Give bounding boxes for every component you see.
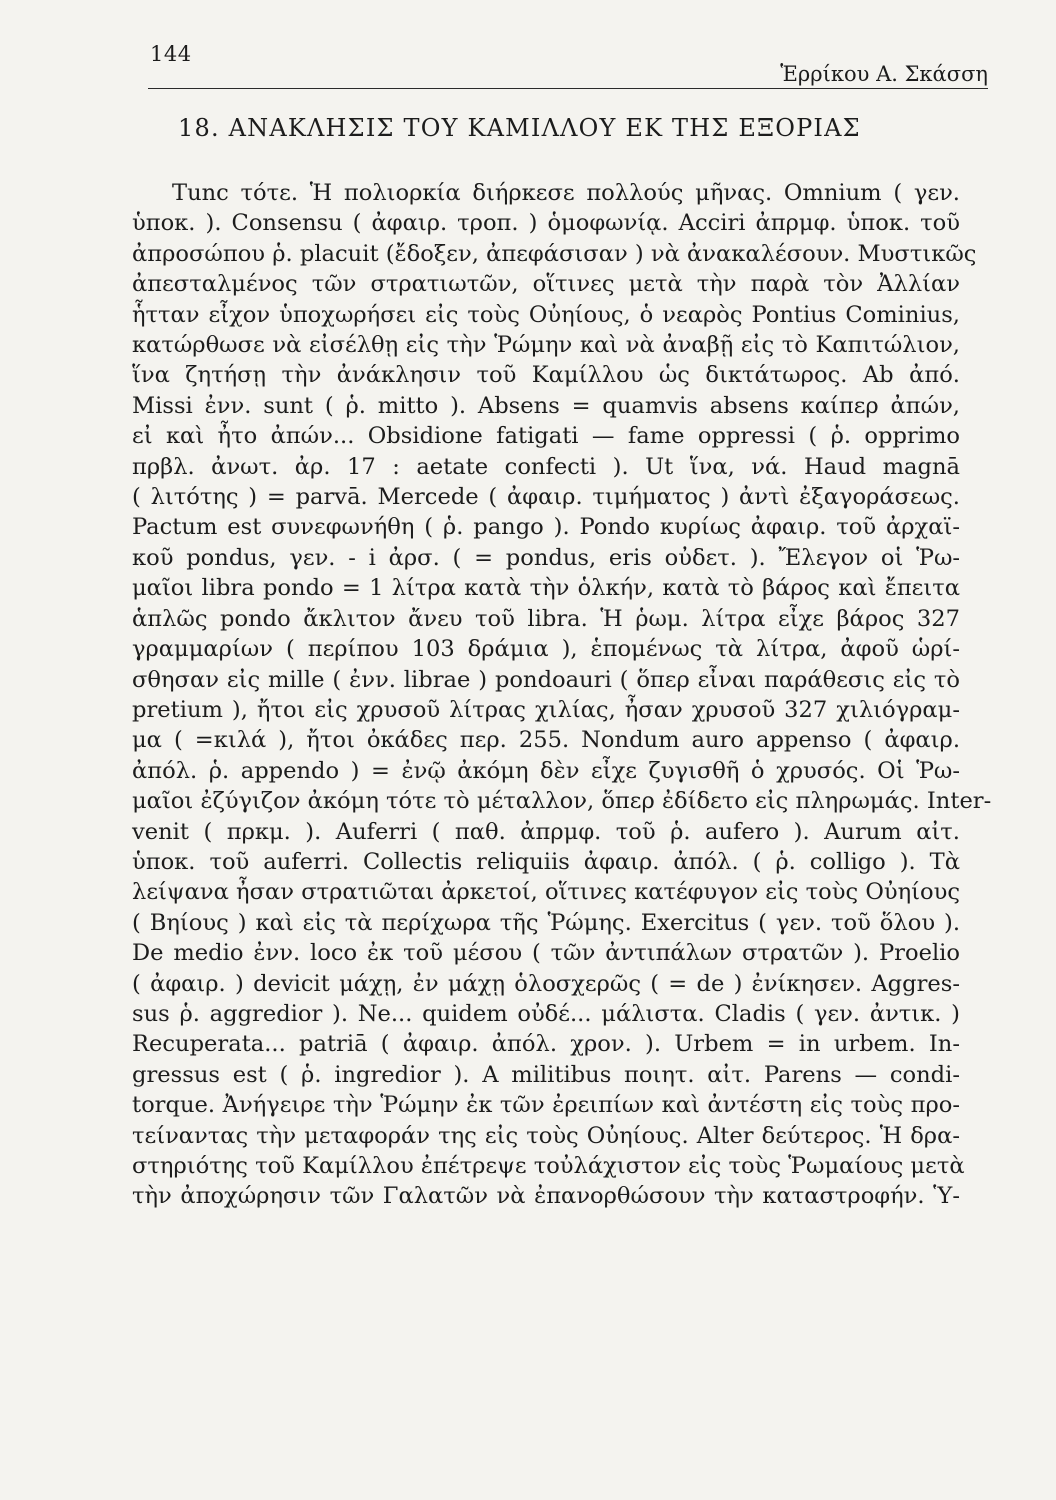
text-line: κοῦ pondus, γεν. - i ἀρσ. ( = pondus, eris οὐδετ. ). Ἔλεγον οἱ Ῥω- (132, 544, 960, 571)
text-line: pretium ), ἤτοι εἰς χρυσοῦ λίτρας χιλίας, ἦσαν χρυσοῦ 327 χιλιόγραμ- (132, 696, 960, 723)
text-line: gressus est ( ῥ. ingredior ). A militibus ποιητ. αἰτ. Parens — condi- (132, 1061, 960, 1088)
text-line: ( Βηίους ) καὶ εἰς τὰ περίχωρα τῆς Ῥώμης. Exercitus ( γεν. τοῦ ὅλου ). (132, 909, 960, 936)
text-line: ( ἀφαιρ. ) devicit μάχῃ, ἐν μάχῃ ὁλοσχερῶς ( = de ) ἐνίκησεν. Aggres- (132, 970, 960, 997)
text-line: γραμμαρίων ( περίπου 103 δράμια ), ἑπομένως τὰ λίτρα, ἀφοῦ ὡρί- (132, 636, 960, 663)
text-line: μαῖοι libra pondo = 1 λίτρα κατὰ τὴν ὁλκήν, κατὰ τὸ βάρος καὶ ἔπειτα (132, 575, 960, 602)
text-line: λείψανα ἦσαν στρατιῶται ἀρκετοί, οἵτινες κατέφυγον εἰς τοὺς Οὐηίους (132, 879, 960, 906)
running-head: Ἑρρίκου Α. Σκάσση (780, 62, 988, 86)
text-line: ( λιτότης ) = parvā. Mercede ( ἀφαιρ. τιμήματος ) ἀντὶ ἐξαγοράσεως. (132, 484, 960, 511)
text-line: Tunc τότε. Ἡ πολιορκία διήρκεσε πολλούς μῆνας. Omnium ( γεν. (172, 180, 960, 206)
header-rule (148, 88, 988, 89)
page-number: 144 (150, 42, 192, 66)
body-text (132, 178, 992, 1212)
text-line: torque. Ἀνήγειρε τὴν Ῥώμην ἐκ τῶν ἐρειπίων καὶ ἀντέστη εἰς τοὺς προ- (132, 1092, 960, 1119)
text-line: σθησαν εἰς mille ( ἐνν. librae ) pondoauri ( ὅπερ εἶναι παράθεσις εἰς τὸ (132, 666, 960, 693)
text-line: ὑποκ. τοῦ auferri. Collectis reliquiis ἀφαιρ. ἀπόλ. ( ῥ. colligo ). Τὰ (132, 848, 960, 875)
text-line: ἁπλῶς pondo ἄκλιτον ἄνευ τοῦ libra. Ἡ ῥωμ. λίτρα εἶχε βάρος 327 (132, 605, 960, 632)
text-line: sus ῥ. aggredior ). Ne... quidem οὐδέ... μάλιστα. Cladis ( γεν. ἀντικ. ) (132, 1000, 960, 1027)
text-line: ὑποκ. ). Consensu ( ἀφαιρ. τροπ. ) ὁμοφωνίᾳ. Acciri ἀπρμφ. ὑποκ. τοῦ (132, 210, 960, 237)
text-line: venit ( πρκμ. ). Auferri ( παθ. ἀπρμφ. τοῦ ῥ. aufero ). Aurum αἰτ. (132, 818, 960, 845)
text-line: De medio ἐνν. loco ἐκ τοῦ μέσου ( τῶν ἀντιπάλων στρατῶν ). Proelio (132, 940, 960, 967)
text-line: Missi ἐνν. sunt ( ῥ. mitto ). Absens = quamvis absens καίπερ ἀπών, (132, 392, 960, 419)
text-line: κατώρθωσε νὰ εἰσέλθῃ εἰς τὴν Ῥώμην καὶ νὰ ἀναβῇ εἰς τὸ Καπιτώλιον, (132, 332, 960, 359)
text-line: πρβλ. ἀνωτ. ἀρ. 17 : aetate confecti ). Ut ἵνα, νά. Haud magnā (132, 453, 960, 480)
text-line: τὴν ἀποχώρησιν τῶν Γαλατῶν νὰ ἐπανορθώσουν τὴν καταστροφήν. Ὑ- (132, 1183, 960, 1210)
text-line: εἰ καὶ ἦτο ἀπών... Obsidione fatigati — fame oppressi ( ῥ. opprimo (132, 423, 960, 450)
text-line: ἵνα ζητήσῃ τὴν ἀνάκλησιν τοῦ Καμίλλου ὡς δικτάτωρος. Ab ἀπό. (132, 362, 960, 389)
text-line: στηριότης τοῦ Καμίλλου ἐπέτρεψε τοὐλάχιστον εἰς τοὺς Ῥωμαίους μετὰ (132, 1153, 965, 1179)
text-line: Pactum est συνεφωνήθη ( ῥ. pango ). Pondo κυρίως ἀφαιρ. τοῦ ἀρχαϊ- (132, 514, 960, 541)
chapter-title: 18. ΑΝΑΚΛΗΣΙΣ ΤΟΥ ΚΑΜΙΛΛΟΥ ΕΚ ΤΗΣ ΕΞΟΡΙΑΣ (178, 114, 861, 142)
text-line: τείναντας τὴν μεταφοράν της εἰς τοὺς Οὐηίους. Alter δεύτερος. Ἡ δρα- (132, 1122, 960, 1149)
text-line: Recuperata... patriā ( ἀφαιρ. ἀπόλ. χρον. ). Urbem = in urbem. In- (132, 1031, 960, 1058)
text-line: ἀπόλ. ῥ. appendo ) = ἐνῷ ἀκόμη δὲν εἶχε ζυγισθῆ ὁ χρυσός. Οἱ Ῥω- (132, 757, 960, 784)
text-line: μαῖοι ἐζύγιζον ἀκόμη τότε τὸ μέταλλον, ὅπερ ἐδίδετο εἰς πληρωμάς. Inter- (132, 788, 992, 815)
text-line: ἀπεσταλμένος τῶν στρατιωτῶν, οἵτινες μετὰ τὴν παρὰ τὸν Ἀλλίαν (132, 271, 960, 298)
text-line: μα ( =κιλά ), ἤτοι ὀκάδες περ. 255. Nondum auro appenso ( ἀφαιρ. (132, 727, 960, 754)
text-line: ἧτταν εἶχον ὑποχωρήσει εἰς τοὺς Οὐηίους, ὁ νεαρὸς Pontius Cominius, (132, 301, 960, 328)
text-line: ἀπροσώπου ῥ. placuit (ἔδοξεν, ἀπεφάσισαν ) νὰ ἀνακαλέσουν. Μυστικῶς (132, 240, 977, 267)
